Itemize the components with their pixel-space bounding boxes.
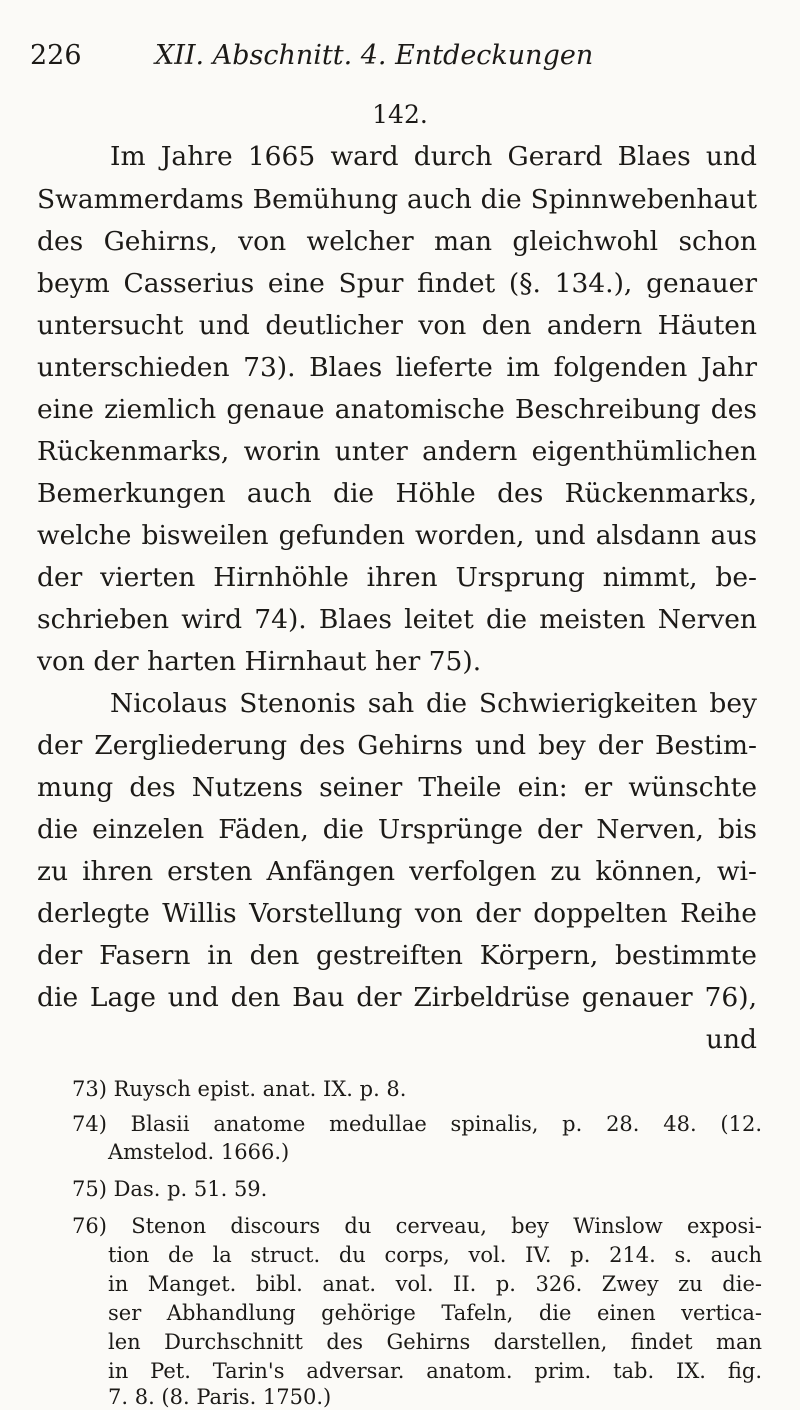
body-line: der Zergliederung des Gehirns und bey der Bestim- xyxy=(37,730,757,761)
body-line: mung des Nutzens seiner Theile ein: er wünschte xyxy=(37,772,757,803)
body-line: Nicolaus Stenonis sah die Schwierigkeiten bey xyxy=(110,688,757,719)
body-line: die einzelen Fäden, die Ursprünge der Nerven, bis xyxy=(37,814,757,845)
footnote-line: 74) Blasii anatome medullae spinalis, p. 28. 48. (12. xyxy=(72,1112,762,1136)
body-line: Rückenmarks, worin unter andern eigenthümlichen xyxy=(37,436,757,467)
footnote-line: 7. 8. (8. Paris. 1750.) xyxy=(108,1385,332,1409)
body-line: Swammerdams Bemühung auch die Spinnwebenhaut xyxy=(37,184,757,215)
body-line: der Fasern in den gestreiften Körpern, bestimmte xyxy=(37,940,757,971)
running-title: XII. Abschnitt. 4. Entdeckungen xyxy=(155,40,594,71)
body-line: beym Casserius eine Spur findet (§. 134.), genauer xyxy=(37,268,757,299)
footnote-line: in Pet. Tarin's adversar. anatom. prim. tab. IX. fig. xyxy=(108,1359,762,1383)
body-line: unterschieden 73). Blaes lieferte im folgenden Jahr xyxy=(37,352,757,383)
body-line: untersucht und deutlicher von den andern Häuten xyxy=(37,310,757,341)
body-line: Im Jahre 1665 ward durch Gerard Blaes und xyxy=(110,141,757,172)
body-line: der vierten Hirnhöhle ihren Ursprung nimmt, be- xyxy=(37,562,757,593)
page-number: 226 xyxy=(30,40,82,71)
footnote-line: 76) Stenon discours du cerveau, bey Winslow exposi- xyxy=(72,1214,762,1238)
footnote-line: 73) Ruysch epist. anat. IX. p. 8. xyxy=(72,1077,407,1101)
footnote-line: ser Abhandlung gehörige Tafeln, die einen vertica- xyxy=(108,1301,762,1325)
page-header xyxy=(30,40,770,80)
body-line: schrieben wird 74). Blaes leitet die meisten Nerven xyxy=(37,604,757,635)
body-line: zu ihren ersten Anfängen verfolgen zu können, wi- xyxy=(37,856,757,887)
footnote-line: 75) Das. p. 51. 59. xyxy=(72,1177,268,1201)
footnote-line: len Durchschnitt des Gehirns darstellen, findet man xyxy=(108,1330,762,1354)
body-line: von der harten Hirnhaut her 75). xyxy=(37,646,482,677)
body-line: derlegte Willis Vorstellung von der doppelten Reihe xyxy=(37,898,757,929)
catchword: und xyxy=(705,1024,757,1055)
body-line: Bemerkungen auch die Höhle des Rückenmarks, xyxy=(37,478,757,509)
body-line: des Gehirns, von welcher man gleichwohl schon xyxy=(37,226,757,257)
body-line: die Lage und den Bau der Zirbeldrüse genauer 76), xyxy=(37,982,757,1013)
section-number: 142. xyxy=(372,100,428,129)
footnote-line: tion de la struct. du corps, vol. IV. p. 214. s. auch xyxy=(108,1243,762,1267)
footnote-line: Amstelod. 1666.) xyxy=(108,1140,290,1164)
body-line: eine ziemlich genaue anatomische Beschreibung des xyxy=(37,394,757,425)
footnote-line: in Manget. bibl. anat. vol. II. p. 326. Zwey zu die- xyxy=(108,1272,762,1296)
body-line: welche bisweilen gefunden worden, und alsdann aus xyxy=(37,520,757,551)
